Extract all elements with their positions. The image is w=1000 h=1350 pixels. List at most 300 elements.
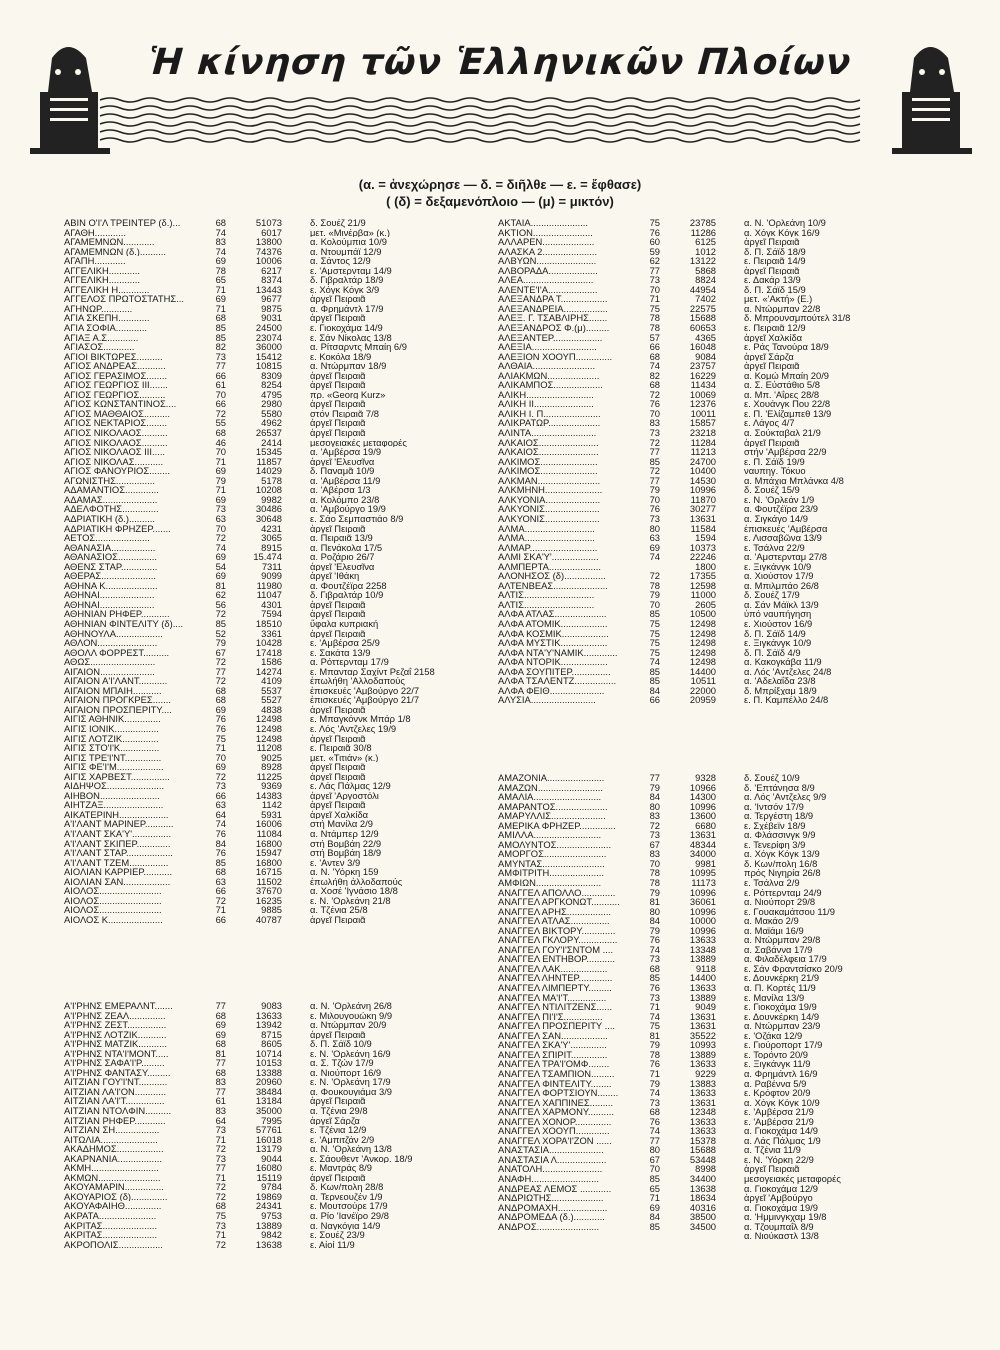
ship-name: ΑΛΜΑ........................... bbox=[498, 533, 595, 543]
ship-name: ΑΜΙΛΛΑ.......................... bbox=[498, 830, 602, 840]
ship-name: ΑΛΤΙΣ........................... bbox=[498, 590, 595, 600]
ship-name: ΑΛΕΞΑΝΤΕΡ................... bbox=[498, 332, 603, 343]
tonnage: 13631 bbox=[689, 513, 716, 524]
ship-row bbox=[498, 1126, 938, 1136]
ship-name: ΑΘΑΝΑΣΙΑ................. bbox=[64, 542, 156, 553]
ship-row bbox=[64, 418, 504, 428]
tonnage: 9885 bbox=[261, 905, 282, 915]
tonnage: 15688 bbox=[689, 313, 716, 324]
ship-name: ΑΙΟΛΙΑΝ ΣΑΝ.................. bbox=[64, 876, 171, 887]
ship-row bbox=[64, 390, 504, 400]
build-year: 74 bbox=[649, 552, 660, 562]
ship-row bbox=[498, 973, 938, 983]
ship-name: ΑΛΙΚΗ Ι. Π...................... bbox=[498, 408, 601, 419]
tonnage: 10000 bbox=[689, 916, 716, 926]
build-year: 85 bbox=[215, 857, 226, 868]
tonnage: 30277 bbox=[689, 504, 716, 514]
ship-row bbox=[64, 1221, 504, 1231]
build-year: 76 bbox=[649, 399, 660, 409]
ship-row bbox=[498, 1002, 938, 1012]
ship-row bbox=[498, 1145, 938, 1155]
ship-status: α. Ντώρμπαν 20/9 bbox=[310, 1020, 387, 1030]
build-year: 77 bbox=[215, 1058, 226, 1068]
ship-status: ε. Ν. 'Υόρκη 22/9 bbox=[744, 1154, 814, 1165]
build-year: 72 bbox=[215, 408, 226, 419]
ship-row bbox=[64, 1154, 504, 1164]
ship-row bbox=[64, 266, 504, 276]
ship-name: ΑΚΡΙΤΑΣ..................... bbox=[64, 1230, 158, 1240]
ship-status: ἀργεῖ Πειραιᾶ bbox=[310, 771, 366, 782]
ship-row bbox=[64, 1039, 504, 1049]
tonnage: 11980 bbox=[256, 580, 282, 591]
ship-status: α. Χόγκ Κόγκ 13/9 bbox=[744, 849, 820, 859]
build-year: 76 bbox=[649, 1116, 660, 1127]
build-year: 83 bbox=[649, 849, 660, 859]
build-year: 66 bbox=[215, 399, 226, 409]
ship-name: ΑΓΙΑΞ Α.Σ............ bbox=[64, 332, 139, 343]
ship-status: α. Τερνεουζέν 1/9 bbox=[310, 1191, 383, 1202]
tonnage: 13179 bbox=[255, 1144, 282, 1154]
build-year: 73 bbox=[215, 1220, 226, 1231]
ship-name: ΑΜΦΙΤΡΙΤΗ..................... bbox=[498, 868, 604, 879]
ship-status: ἀργεῖ Πειραιᾶ bbox=[310, 418, 366, 429]
ship-status: δ. Γιβραλτάρ 18/9 bbox=[310, 275, 384, 285]
ship-row bbox=[498, 1012, 938, 1022]
ship-status: ε. Σουέζ 23/9 bbox=[310, 1230, 365, 1240]
build-year: 81 bbox=[215, 1048, 226, 1059]
ship-row bbox=[498, 562, 938, 572]
ship-status: δ. Κων/πολη 28/8 bbox=[310, 1182, 384, 1192]
ship-status: α. Ντώρμπαν 18/9 bbox=[310, 361, 387, 371]
ship-name: ΑΙΟΛΟΣ........................ bbox=[64, 905, 162, 915]
ship-status: ε. 'Αμβέρσα 25/9 bbox=[310, 638, 380, 648]
tonnage: 34000 bbox=[689, 849, 716, 859]
build-year: 54 bbox=[215, 561, 226, 572]
build-year: 78 bbox=[649, 580, 660, 591]
ship-row bbox=[498, 629, 938, 639]
ship-row bbox=[64, 1230, 504, 1240]
ship-row bbox=[64, 1106, 504, 1116]
ship-status: ἀργεῖ Πειραιᾶ bbox=[310, 1172, 366, 1183]
ship-row bbox=[64, 905, 504, 915]
ship-row bbox=[498, 1155, 938, 1165]
tonnage: 10996 bbox=[689, 485, 716, 495]
tonnage: 13889 bbox=[255, 1220, 282, 1231]
tonnage: 12498 bbox=[255, 714, 282, 724]
ship-status: α. Ρίτσαρντς Μπαίη 6/9 bbox=[310, 342, 407, 352]
tonnage: 13631 bbox=[689, 1097, 716, 1108]
ship-status: δ. Σουέζ 15/9 bbox=[744, 485, 800, 495]
ship-status: α. 'Αμβούργο 19/9 bbox=[310, 504, 386, 514]
build-year: 77 bbox=[649, 475, 660, 486]
ship-name: ΑΝΑΓΓΕΛ ΑΡΗΣ................. bbox=[498, 906, 612, 917]
build-year: 79 bbox=[215, 638, 226, 648]
ship-name: ΑΛΚΑΙΟΣ....................... bbox=[498, 437, 599, 448]
tonnage: 10428 bbox=[255, 638, 282, 648]
ship-name: ΑΛΚΜΗΝΗ...................... bbox=[498, 485, 603, 495]
ship-status: α. Ναγκόγια 14/9 bbox=[310, 1220, 381, 1231]
ship-name: Α'Ι'ΛΑΝΤ ΜΑΡΙΝΕΡ........... bbox=[64, 819, 174, 829]
build-year: 70 bbox=[649, 408, 660, 419]
build-year: 69 bbox=[215, 466, 226, 476]
ship-name: ΑΝΔΡΕΑΣ ΛΕΜΟΣ ............ bbox=[498, 1183, 612, 1194]
ship-name: ΑΙΓΙΣ ΑΘΗΝΙΚ.............. bbox=[64, 714, 161, 724]
ship-name: ΑΜΑΖΩΝ......................... bbox=[498, 782, 603, 793]
tonnage: 48344 bbox=[689, 839, 716, 850]
ship-name: ΑΜΑΛΙΑ.......................... bbox=[498, 792, 602, 802]
tonnage: 15378 bbox=[689, 1135, 716, 1146]
tonnage: 16800 bbox=[255, 838, 282, 849]
tonnage: 13184 bbox=[255, 1096, 282, 1107]
ship-row bbox=[498, 1174, 938, 1184]
build-year: 73 bbox=[215, 504, 226, 514]
ship-status: ἀργεῖ Πειραιᾶ bbox=[744, 265, 800, 276]
ship-status: α. Ντώρμπαν 22/8 bbox=[744, 303, 821, 314]
build-year: 75 bbox=[649, 1021, 660, 1031]
ship-name: ΑΚΤΑΙΑ...................... bbox=[498, 218, 588, 228]
ship-name: ΑΝΑΓΓΕΛ ΣΠΙΡΙΤ.............. bbox=[498, 1049, 608, 1060]
tonnage: 13638 bbox=[689, 1183, 716, 1194]
ship-row bbox=[64, 380, 504, 390]
tonnage: 16080 bbox=[255, 1163, 282, 1173]
build-year: 71 bbox=[649, 1193, 660, 1203]
ship-name: ΑΘΗΝΑ Κ.................... bbox=[64, 580, 158, 591]
ship-name: ΑΓΩΝΙΣΤΗΣ............... bbox=[64, 475, 155, 486]
ship-row bbox=[64, 352, 504, 362]
tonnage: 16800 bbox=[255, 857, 282, 868]
build-year: 72 bbox=[215, 657, 226, 667]
ship-status: δ. Γιβραλτάρ 10/9 bbox=[310, 590, 384, 600]
ship-row bbox=[498, 438, 938, 448]
ship-status: ἀργεῖ 'Ιθάκη bbox=[310, 571, 360, 581]
tonnage: 9842 bbox=[261, 1230, 282, 1240]
ship-row bbox=[64, 781, 504, 791]
ship-name: ΑΛΚΥΟΝΙΑ..................... bbox=[498, 494, 601, 505]
tonnage: 9753 bbox=[261, 1211, 282, 1221]
ship-row bbox=[498, 1193, 938, 1203]
ship-row bbox=[498, 676, 938, 686]
build-year: 68 bbox=[649, 380, 660, 390]
ship-name: ΑΔΡΙΑΤΙΚΗ (δ.).......... bbox=[64, 513, 156, 524]
ship-status: α. 'Αμστερνταμ 27/8 bbox=[744, 552, 828, 562]
tonnage: 9229 bbox=[695, 1068, 716, 1079]
tonnage: 4109 bbox=[261, 676, 282, 686]
ship-status: πρός Νιγηρία 26/8 bbox=[744, 868, 821, 879]
ship-status: ε. Μπανταρ Σαχίντ Ρεζαΐ 2158 bbox=[310, 666, 435, 677]
build-year: 69 bbox=[215, 571, 226, 581]
tonnage: 8715 bbox=[261, 1029, 282, 1040]
ship-row bbox=[64, 753, 504, 763]
ship-status: ἀργεῖ Πειραιᾶ bbox=[310, 523, 366, 534]
build-year: 85 bbox=[649, 456, 660, 467]
tonnage: 4301 bbox=[261, 599, 282, 610]
ship-status: α. Νιούπορτ 16/9 bbox=[310, 1067, 382, 1078]
ship-row bbox=[64, 877, 504, 887]
ship-name: ΑΛΕΞΙΟΝ ΧΟΟΥΠ.............. bbox=[498, 351, 613, 362]
ship-name: ΑΛΦΑ ΝΤΟΡΙΚ.................. bbox=[498, 657, 608, 667]
ship-name: ΑΓΑΜΕΜΝΩΝ (δ.).......... bbox=[64, 246, 166, 257]
tonnage: 16006 bbox=[255, 819, 282, 829]
build-year: 85 bbox=[649, 676, 660, 686]
tonnage: 20959 bbox=[689, 695, 716, 705]
ship-row bbox=[64, 1096, 504, 1106]
tonnage: 14274 bbox=[255, 666, 282, 677]
ship-status: ε. Λός 'Αντζελες 19/9 bbox=[310, 723, 397, 734]
ship-status: δ. Π. Σάϊδ 4/9 bbox=[744, 647, 801, 658]
tonnage: 10006 bbox=[255, 256, 282, 266]
ship-name: Α'Ι'ΡΗΝΣ ΣΑΦΑ'Ι'Ρ......... bbox=[64, 1058, 165, 1068]
ship-row bbox=[64, 562, 504, 572]
ship-status: α. Π. Κορτές 11/9 bbox=[744, 983, 816, 993]
ship-status: α. Ντώρμπαν 29/8 bbox=[744, 935, 821, 945]
ship-name: ΑΙΤΖΙΑΝ ΛΑ'Ι'ΟΝ............ bbox=[64, 1086, 167, 1097]
build-year: 66 bbox=[215, 914, 226, 925]
build-year: 80 bbox=[649, 1145, 660, 1155]
ship-row bbox=[498, 294, 938, 304]
ship-row bbox=[64, 886, 504, 896]
tonnage: 10069 bbox=[689, 389, 716, 400]
build-year: 67 bbox=[649, 839, 660, 850]
ship-name: ΑΚΡΟΠΟΛΙΣ................. bbox=[64, 1239, 163, 1250]
ship-status: ε. Π. Σάϊδ 19/9 bbox=[744, 456, 805, 467]
tonnage: 20960 bbox=[255, 1077, 282, 1087]
ship-name: ΑΓΙΟΣ ΚΩΝΣΤΑΝΤΙΝΟΣ.... bbox=[64, 399, 177, 409]
tonnage: 12498 bbox=[689, 628, 716, 639]
ship-name: ΑΛΙΚΡΑΤΩΡ.................... bbox=[498, 418, 601, 429]
build-year: 71 bbox=[649, 1068, 660, 1079]
build-year: 74 bbox=[649, 944, 660, 955]
build-year: 81 bbox=[215, 580, 226, 591]
ship-status: α. Μπ. 'Αΐρες 28/8 bbox=[744, 389, 820, 400]
ship-row bbox=[498, 1021, 938, 1031]
build-year: 72 bbox=[215, 1144, 226, 1154]
tonnage: 13388 bbox=[255, 1067, 282, 1078]
ship-status: πρ. «Georg Kurz» bbox=[310, 389, 386, 400]
ship-name: ΑΙΟΛΟΣ Κ..................... bbox=[64, 914, 163, 925]
build-year: 73 bbox=[649, 1097, 660, 1108]
build-year: 66 bbox=[215, 790, 226, 801]
tonnage: 10011 bbox=[690, 408, 716, 419]
ship-row bbox=[498, 1069, 938, 1079]
tonnage: 13800 bbox=[255, 237, 282, 247]
build-year: 76 bbox=[649, 1059, 660, 1069]
ship-row bbox=[498, 1117, 938, 1127]
tonnage: 14530 bbox=[689, 475, 716, 486]
ship-row bbox=[498, 907, 938, 917]
ship-name: ΑΝΑΓΓΕΛ ΑΡΓΚΟΝΩΤ........... bbox=[498, 897, 620, 907]
ship-name: ΑΙΤΩΛΙΑ...................... bbox=[64, 1134, 158, 1145]
ship-row bbox=[498, 878, 938, 888]
ship-name: ΑΝΑΤΟΛΗ....................... bbox=[498, 1164, 603, 1174]
tonnage: 57761 bbox=[255, 1125, 282, 1135]
ship-row bbox=[498, 571, 938, 581]
ship-status: α. Μπιλμπάο 26/8 bbox=[744, 580, 819, 591]
ship-name: Α'Ι'ΡΗΝΣ ΝΤΑ'Ι'ΜΟΝΤ..... bbox=[64, 1048, 169, 1059]
build-year: 69 bbox=[215, 704, 226, 715]
ship-row bbox=[498, 945, 938, 955]
ship-row bbox=[64, 676, 504, 686]
tonnage: 13122 bbox=[689, 256, 716, 266]
ship-status: α. 'Αδελαΐδα 23/8 bbox=[744, 676, 816, 686]
ship-status: α. Φουτζέϊρα 23/9 bbox=[744, 504, 819, 514]
tonnage: 15345 bbox=[255, 447, 282, 457]
build-year: 73 bbox=[649, 830, 660, 840]
ship-name: ΑΛΙΝΤΑ......................... bbox=[498, 428, 597, 438]
build-year: 77 bbox=[649, 265, 660, 276]
ship-name: ΑΚΟΥΑΦΑΙΗΘ.............. bbox=[64, 1201, 162, 1212]
build-year: 68 bbox=[215, 428, 226, 438]
tonnage: 30486 bbox=[255, 504, 282, 514]
build-year: 70 bbox=[215, 523, 226, 534]
build-year: 72 bbox=[215, 609, 226, 619]
ship-status: α. Ροζάριο 26/7 bbox=[310, 552, 375, 562]
ship-row bbox=[498, 916, 938, 926]
build-year: 71 bbox=[649, 294, 660, 304]
ship-status: α. Χοσέ 'Ιγνάσιο 18/8 bbox=[310, 886, 398, 896]
build-year: 80 bbox=[649, 906, 660, 917]
ship-row bbox=[64, 457, 504, 467]
build-year: 78 bbox=[649, 868, 660, 879]
list-block-left-2 bbox=[64, 1001, 504, 1249]
ship-status: δ. Σουέζ 17/9 bbox=[744, 590, 800, 600]
tonnage: 22246 bbox=[689, 552, 716, 562]
build-year: 66 bbox=[215, 370, 226, 381]
ship-name: ΑΓΙΑΣΟΣ............ bbox=[64, 342, 135, 352]
ship-row bbox=[64, 724, 504, 734]
tonnage: 14029 bbox=[255, 466, 282, 476]
tonnage: 7311 bbox=[261, 561, 282, 572]
build-year: 67 bbox=[649, 1154, 660, 1165]
tonnage: 8928 bbox=[261, 762, 282, 772]
tonnage: 35522 bbox=[689, 1030, 716, 1041]
build-year: 66 bbox=[215, 886, 226, 896]
build-year: 52 bbox=[215, 628, 226, 639]
build-year: 75 bbox=[649, 618, 660, 629]
ship-status: ε. Δουνκέρκη 21/9 bbox=[744, 973, 820, 984]
tonnage: 16018 bbox=[255, 1134, 282, 1145]
ship-name: ΑΝΑΓΓΕΛ ΛΙΜΠΕΡΤΥ......... bbox=[498, 983, 612, 993]
ship-row bbox=[498, 1050, 938, 1060]
ship-name: ΑΝΑΓΓΕΛ ΓΟΥ'Ι'ΣΝΤΟΜ .... bbox=[498, 944, 614, 955]
build-year: 71 bbox=[215, 905, 226, 915]
build-year: 56 bbox=[215, 599, 226, 610]
ship-name: Α'Ι'ΡΗΝΣ ΖΕΑΛ.............. bbox=[64, 1010, 166, 1021]
ship-name: ΑΚΑΔΗΜΟΣ.................. bbox=[64, 1144, 164, 1154]
ship-row bbox=[64, 762, 504, 772]
ship-row bbox=[64, 686, 504, 696]
tonnage: 13883 bbox=[689, 1078, 716, 1089]
ship-status: ναυπηγ. Τόκυο bbox=[744, 466, 806, 476]
ship-row bbox=[498, 333, 938, 343]
tonnage: 15688 bbox=[689, 1145, 716, 1155]
tonnage: 8824 bbox=[695, 275, 716, 285]
build-year: 82 bbox=[649, 370, 660, 381]
ship-status: α. Ντώρμπαν 23/9 bbox=[744, 1021, 821, 1031]
ship-row bbox=[498, 313, 938, 323]
ship-row bbox=[64, 800, 504, 810]
ship-status: ἀργεῖ 'Ελευσῖνα bbox=[310, 561, 375, 572]
build-year: 74 bbox=[649, 657, 660, 667]
ship-status: ε. Χιούστον 16/9 bbox=[744, 618, 813, 629]
tonnage: 13631 bbox=[689, 830, 716, 840]
ship-status: ἀργεῖ 'Αργοστόλι bbox=[310, 790, 379, 801]
ship-status: α. Φρημάντλ 16/9 bbox=[744, 1068, 818, 1079]
ship-name: ΑΛΙΑΚΜΩΝ.................... bbox=[498, 370, 600, 381]
ship-row bbox=[64, 323, 504, 333]
build-year: 85 bbox=[215, 618, 226, 629]
build-year: 79 bbox=[649, 590, 660, 600]
tonnage: 9784 bbox=[261, 1182, 282, 1192]
build-year: 70 bbox=[215, 447, 226, 457]
tonnage: 8998 bbox=[695, 1164, 716, 1174]
build-year: 68 bbox=[215, 1067, 226, 1078]
build-year: 71 bbox=[215, 743, 226, 753]
build-year: 79 bbox=[649, 925, 660, 936]
ship-row bbox=[64, 1182, 504, 1192]
tonnage: 13889 bbox=[689, 992, 716, 1003]
ship-name: ΑΝΑΓΓΕΛ ΤΡΑ'Ι'ΟΜΦ........ bbox=[498, 1059, 610, 1069]
list-block-right-2 bbox=[498, 773, 938, 1241]
ship-name: ΑΛΤΕΝΒΕΑΣ..................... bbox=[498, 580, 608, 591]
build-year: 74 bbox=[649, 1126, 660, 1136]
tonnage: 13633 bbox=[689, 1059, 716, 1069]
ship-status: α. Ραβέννα 5/9 bbox=[744, 1078, 807, 1089]
tonnage: 22575 bbox=[689, 303, 716, 314]
ship-status: α. Σούκταβαλ 21/9 bbox=[744, 428, 821, 438]
tonnage: 19869 bbox=[255, 1191, 282, 1202]
ship-status: α. Σαβάννα 17/9 bbox=[744, 944, 813, 955]
ship-row bbox=[498, 993, 938, 1003]
build-year: 61 bbox=[215, 1096, 226, 1107]
ship-row bbox=[498, 935, 938, 945]
tonnage: 10966 bbox=[689, 782, 716, 793]
tonnage: 10500 bbox=[689, 609, 716, 619]
ship-row bbox=[64, 714, 504, 724]
ship-status: α. Ντουμπάϊ 12/9 bbox=[310, 246, 382, 257]
ship-row bbox=[64, 275, 504, 285]
ship-row bbox=[64, 629, 504, 639]
tonnage: 4838 bbox=[261, 704, 282, 715]
build-year: 72 bbox=[215, 1182, 226, 1192]
build-year: 79 bbox=[215, 475, 226, 486]
page-header bbox=[0, 0, 1000, 165]
build-year: 68 bbox=[215, 1010, 226, 1021]
tonnage: 1800 bbox=[695, 561, 716, 572]
ship-status: ε. Σάν Φραντσίσκο 20/9 bbox=[744, 963, 843, 974]
ship-status: ε. Λάγος 4/7 bbox=[744, 418, 795, 429]
build-year: 83 bbox=[215, 1077, 226, 1087]
build-year: 81 bbox=[649, 1030, 660, 1041]
ship-row bbox=[64, 294, 504, 304]
ship-name: ΑΘΕΡΑΣ..................... bbox=[64, 571, 156, 581]
ship-status: α. Ν. 'Υόρκη 159 bbox=[310, 867, 379, 877]
ship-name: ΑΘΗΝΙΑΝ ΡΗΦΕΡ........... bbox=[64, 609, 170, 619]
build-year: 77 bbox=[215, 361, 226, 371]
ship-row bbox=[498, 1098, 938, 1108]
tonnage: 11208 bbox=[256, 743, 282, 753]
tonnage: 11173 bbox=[691, 878, 716, 888]
ship-status: α. Ντάμπερ 12/9 bbox=[310, 829, 379, 839]
ship-row bbox=[498, 485, 938, 495]
ship-status: ἀργεῖ Πειραιᾶ bbox=[744, 361, 800, 371]
ship-row bbox=[64, 524, 504, 534]
ship-status: μεσογειακές μεταφορές bbox=[744, 1173, 841, 1184]
tonnage: 1586 bbox=[261, 657, 282, 667]
ship-status: ὕφαλα κυπριακή bbox=[310, 618, 379, 629]
ship-name: ΑΝΔΡΟΜΕΔΑ (δ.)............ bbox=[498, 1212, 605, 1222]
tonnage: 6217 bbox=[261, 265, 282, 276]
ship-row bbox=[64, 1011, 504, 1021]
